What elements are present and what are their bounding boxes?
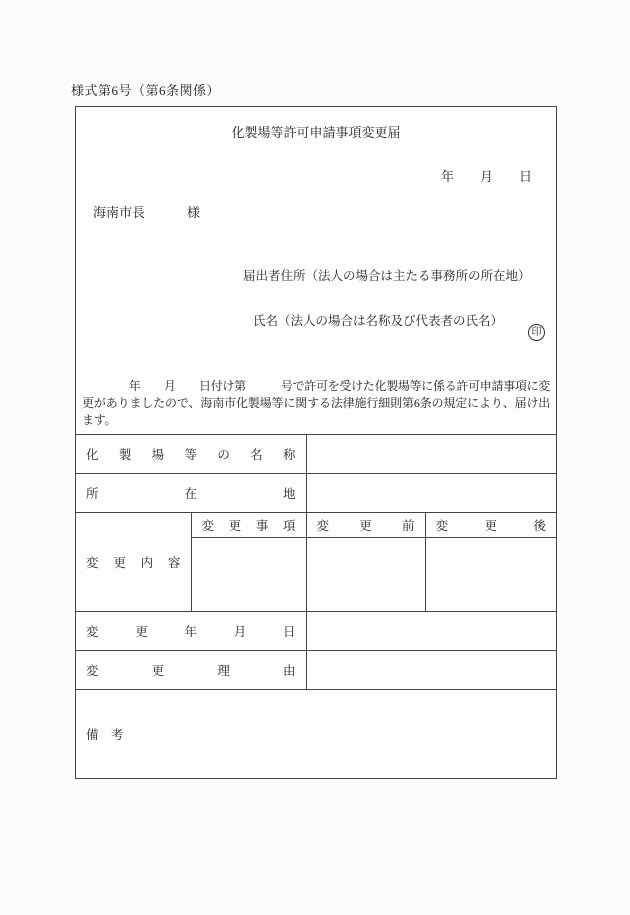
change-before-header: [306, 512, 425, 537]
change-reason-cell: [306, 650, 556, 689]
form-header: [76, 107, 556, 435]
change-after-header: [425, 512, 556, 537]
location-label-text: 所 在 地: [86, 486, 296, 501]
body-paragraph: 年 月 日付け第 号で許可を受けた化製場等に係る許可申請事項に変更がありましたので、海南市化製場等に関する法律施行細則第6条の規定により、届け出ます。: [82, 379, 551, 427]
change-after-header-text: 変 更 後: [435, 518, 546, 533]
form-number: 様式第6号（第6条関係）: [71, 83, 221, 98]
remarks-label: 備 考: [86, 727, 124, 742]
change-date-cell: [306, 611, 556, 650]
change-date-label-text: 変 更 年 月 日: [86, 624, 296, 639]
change-reason-label-text: 変 更 理 由: [86, 663, 296, 678]
seal-icon: 印: [528, 324, 545, 341]
form-title: 化製場等許可申請事項変更届: [231, 125, 401, 140]
applicant-name-label: 氏名（法人の場合は名称及び代表者の氏名）: [253, 314, 504, 328]
change-details-table: [76, 435, 556, 778]
honorific: 様: [187, 205, 201, 220]
table-row: [76, 512, 556, 537]
table-row: [76, 611, 556, 650]
table-row: [76, 689, 556, 778]
remarks-cell: [76, 689, 556, 778]
change-item-header-text: 変 更 事 項: [201, 518, 296, 533]
change-reason-label: [76, 650, 306, 689]
form-frame: [75, 106, 557, 779]
location-cell: [306, 473, 556, 512]
location-label: [76, 473, 306, 512]
table-row: [76, 473, 556, 512]
facility-name-label: [76, 435, 306, 473]
change-date-label: [76, 611, 306, 650]
table-row: [76, 435, 556, 473]
change-before-cell: [306, 537, 425, 611]
table-row: [76, 650, 556, 689]
facility-name-label-text: 化 製 場 等 の 名 称: [86, 447, 296, 462]
change-before-header-text: 変 更 前: [316, 518, 415, 533]
facility-name-cell: [306, 435, 556, 473]
addressee-name: 海南市長: [93, 205, 146, 220]
change-after-cell: [425, 537, 556, 611]
change-item-cell: [191, 537, 306, 611]
addressee-line: [93, 202, 200, 221]
change-content-label: [76, 512, 191, 611]
change-item-header: [191, 512, 306, 537]
applicant-address-label: 届出者住所（法人の場合は主たる事務所の所在地）: [243, 269, 531, 283]
change-content-label-text: 変 更 内 容: [86, 555, 181, 570]
date-line: 年 月 日: [440, 169, 532, 184]
